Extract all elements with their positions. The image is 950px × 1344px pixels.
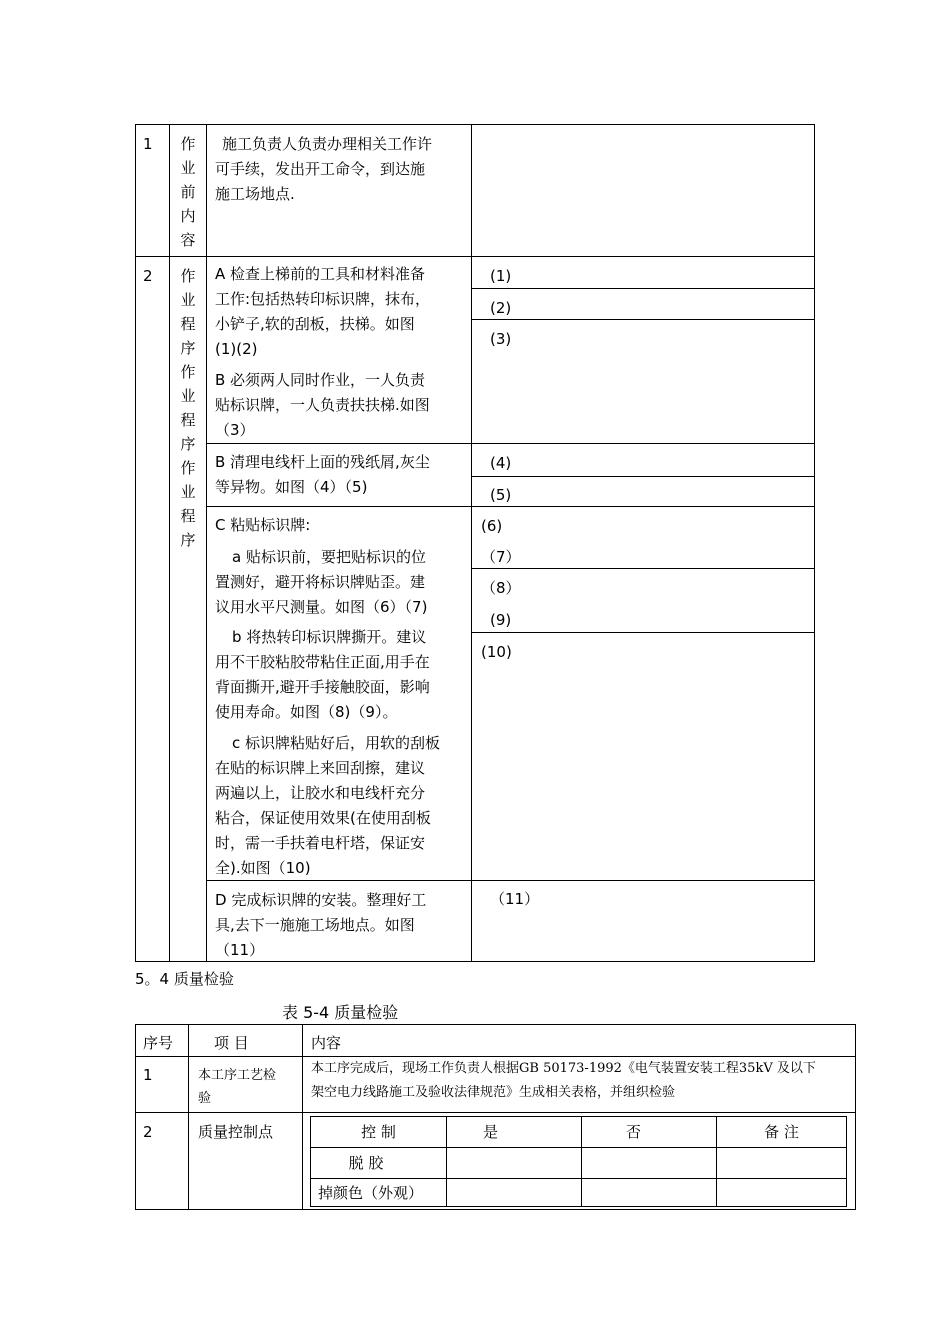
category-pre-work: 作业前内容 (180, 135, 196, 249)
figure-label-6: (6) (481, 517, 503, 535)
row-number-1: 1 (143, 135, 153, 153)
quality-item-control-points: 质量控制点 (198, 1123, 274, 1141)
quality-row-number-2: 2 (143, 1123, 153, 1141)
inner-row-degumming: 脱 胶 (348, 1154, 384, 1172)
header-index: 序号 (143, 1034, 174, 1052)
inner-header-no: 否 (626, 1123, 642, 1141)
figure-label-11: （11） (490, 890, 540, 908)
inner-header-control: 控 制 (361, 1123, 396, 1141)
figure-label-4: (4) (490, 454, 512, 472)
table-title: 表 5-4 质量检验 (282, 1003, 399, 1022)
row-number-2: 2 (143, 267, 153, 285)
figure-label-5: (5) (490, 486, 512, 504)
inner-header-remarks: 备 注 (764, 1123, 799, 1141)
figure-label-9: (9) (490, 611, 512, 629)
quality-row-number-1: 1 (143, 1066, 153, 1084)
header-item: 项 目 (214, 1034, 249, 1052)
figure-label-8: （8） (481, 579, 521, 597)
category-procedure: 作业程序作业程序作业程序 (180, 267, 196, 549)
header-content: 内容 (311, 1034, 342, 1052)
figure-label-2: (2) (490, 299, 512, 317)
inner-header-yes: 是 (483, 1123, 499, 1141)
figure-label-10: (10) (481, 643, 512, 661)
figure-label-1: (1) (490, 267, 512, 285)
figure-label-3: (3) (490, 330, 512, 348)
section-heading: 5。4 质量检验 (135, 970, 234, 988)
inner-row-color-fading: 掉颜色（外观） (318, 1184, 424, 1202)
figure-label-7: （7） (481, 548, 521, 566)
